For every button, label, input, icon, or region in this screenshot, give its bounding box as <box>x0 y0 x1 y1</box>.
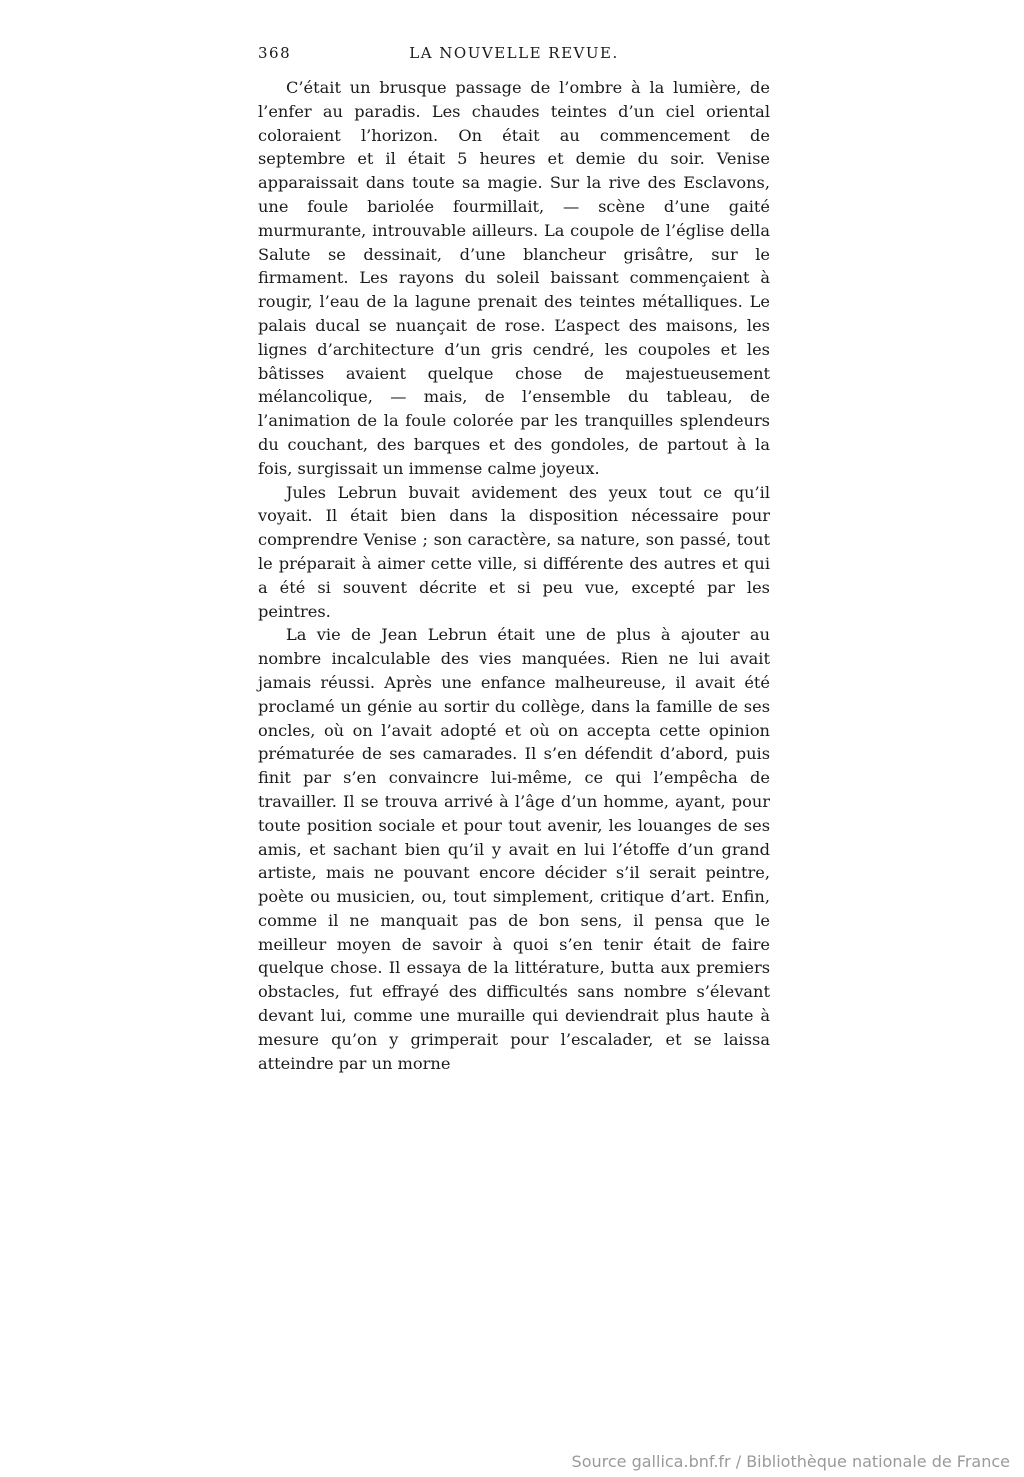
journal-title: LA NOUVELLE REVUE. <box>409 44 619 62</box>
page-number: 368 <box>258 44 292 62</box>
article-body <box>258 76 770 1075</box>
paragraph-venice-sunset: C’était un brusque passage de l’ombre à la lumière, de l’enfer au paradis. Les chaudes teintes d’un ciel oriental coloraient l’horizon. On était au commencement de septembre et il était 5 heures et demie du soir. Venise apparaissait dans toute sa magie. Sur la rive des Esclavons, une foule bariolée fourmillait, — scène d’une gaité murmurante, introuvable ailleurs. La coupole de l’église della Salute se dessinait, d’une blancheur grisâtre, sur le firmament. Les rayons du soleil baissant commençaient à rougir, l’eau de la lagune prenait des teintes métalliques. Le palais ducal se nuançait de rose. L’aspect des maisons, les lignes d’architecture d’un gris cendré, les coupoles et les bâtisses avaient quelque chose de majestueusement mélancolique, — mais, de l’ensemble du tableau, de l’animation de la foule colorée par les tranquilles splendeurs du couchant, des barques et des gondoles, de partout à la fois, surgissait un immense calme joyeux. <box>258 78 770 478</box>
paragraph-jean-lebrun-life: La vie de Jean Lebrun était une de plus à ajouter au nombre incalculable des vies manquées. Rien ne lui avait jamais réussi. Après une enfance malheureuse, il avait été proclamé un génie au sortir du collège, dans la famille de ses oncles, où on l’avait adopté et où on accepta cette opinion prématurée de ses camarades. Il s’en défendit d’abord, puis finit par s’en convaincre lui-même, ce qui l’empêcha de travailler. Il se trouva arrivé à l’âge d’un homme, ayant, pour toute position sociale et pour tout avenir, les louanges de ses amis, et sachant bien qu’il y avait en lui l’étoffe d’un grand artiste, mais ne pouvant encore décider s’il serait peintre, poète ou musicien, ou, tout simplement, critique d’art. Enfin, comme il ne manquait pas de bon sens, il pensa que le meilleur moyen de savoir à quoi s’en tenir était de faire quelque chose. Il essaya de la littérature, butta aux premiers obstacles, fut effrayé des difficultés sans nombre s’élevant devant lui, comme une muraille qui deviendrait plus haute à mesure qu’on y grimperait pour l’escalader, et se laissa atteindre par un morne <box>258 625 770 1073</box>
paragraph-jules-lebrun: Jules Lebrun buvait avidement des yeux tout ce qu’il voyait. Il était bien dans la disposition nécessaire pour comprendre Venise ; son caractère, sa nature, son passé, tout le préparait à aimer cette ville, si différente des autres et qui a été si souvent décrite et si peu vue, excepté par les peintres. <box>258 482 770 621</box>
running-head <box>258 44 770 66</box>
source-attribution: Source gallica.bnf.fr / Bibliothèque nationale de France <box>571 1452 1010 1471</box>
